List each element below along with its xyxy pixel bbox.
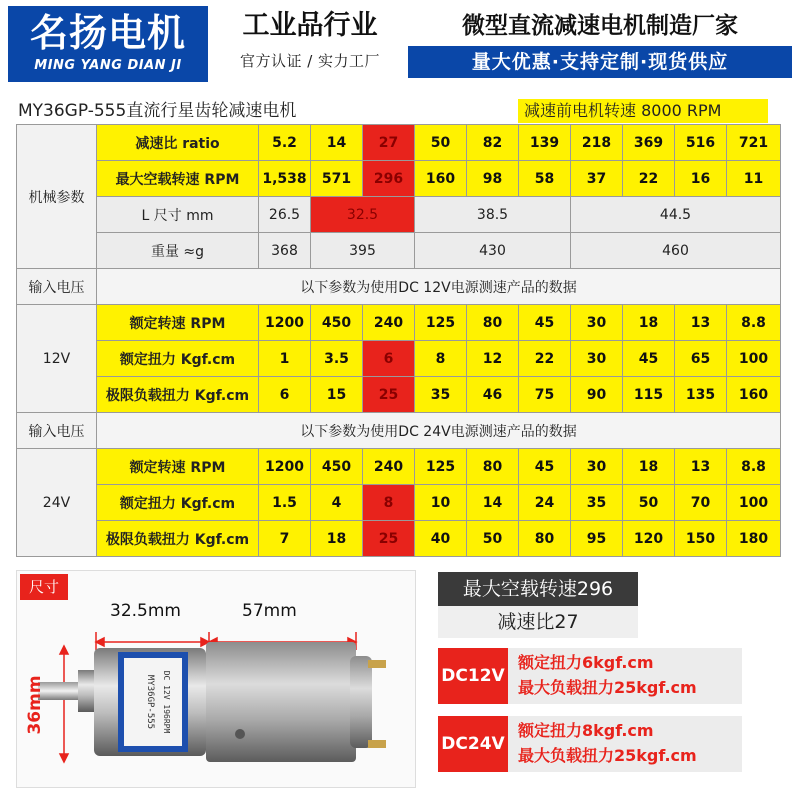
noload-cell: 98 — [467, 161, 519, 197]
rpm-before-reduction: 减速前电机转速 8000 RPM — [518, 99, 768, 123]
rated-torque-cell: 35 — [571, 485, 623, 521]
rated-speed-cell: 8.8 — [727, 449, 781, 485]
table-row-rated-torque-12 — [17, 341, 781, 377]
table-row-rated-speed-24 — [17, 449, 781, 485]
rated-speed-cell: 30 — [571, 305, 623, 341]
max-torque-cell: 160 — [727, 377, 781, 413]
max-torque-cell: 40 — [415, 521, 467, 557]
max-torque-cell: 135 — [675, 377, 727, 413]
terminal-top — [368, 660, 386, 668]
label-spec-text: DC 12V 196RPM — [162, 670, 171, 734]
max-torque-label: 极限负载扭力 Kgf.cm — [97, 377, 259, 413]
rated-speed-cell: 125 — [415, 449, 467, 485]
max-torque-cell: 80 — [519, 521, 571, 557]
rated-speed-label: 额定转速 RPM — [97, 305, 259, 341]
length-label: L 尺寸 mm — [97, 197, 259, 233]
dc24-tag: DC24V — [438, 716, 508, 772]
diameter-label: 36mm — [25, 675, 45, 735]
rated-speed-cell: 13 — [675, 449, 727, 485]
max-torque-cell: 7 — [259, 521, 311, 557]
motor-length-label: 57mm — [242, 601, 297, 621]
length-cell: 44.5 — [571, 197, 781, 233]
note-24v: 以下参数为使用DC 24V电源测速产品的数据 — [97, 413, 781, 449]
header — [0, 0, 800, 86]
group-mech-label: 机械参数 — [17, 125, 97, 269]
rated-torque-cell: 1 — [259, 341, 311, 377]
maker-title: 微型直流减速电机制造厂家 — [462, 13, 738, 39]
rated-speed-cell: 1200 — [259, 305, 311, 341]
spec-table — [16, 124, 781, 557]
group-input-label-24: 输入电压 — [17, 413, 97, 449]
rated-speed-cell: 450 — [311, 449, 363, 485]
noload-label: 最大空载转速 RPM — [97, 161, 259, 197]
rated-torque-cell-highlight: 8 — [363, 485, 415, 521]
weight-cell: 430 — [415, 233, 571, 269]
max-torque-cell: 6 — [259, 377, 311, 413]
tagline-main: 工业品行业 — [242, 10, 378, 41]
rated-torque-cell: 12 — [467, 341, 519, 377]
ratio-cell: 14 — [311, 125, 363, 161]
table-row-rated-speed-12 — [17, 305, 781, 341]
weight-label: 重量 ≈g — [97, 233, 259, 269]
motor-illustration — [16, 570, 416, 788]
max-torque-cell: 150 — [675, 521, 727, 557]
noload-cell: 22 — [623, 161, 675, 197]
max-torque-cell: 90 — [571, 377, 623, 413]
rated-torque-cell: 22 — [519, 341, 571, 377]
rated-speed-cell: 30 — [571, 449, 623, 485]
rated-torque-cell: 100 — [727, 485, 781, 521]
ratio-summary: 减速比27 — [438, 606, 638, 638]
max-torque-cell: 46 — [467, 377, 519, 413]
rated-torque-label: 额定扭力 Kgf.cm — [97, 341, 259, 377]
table-row-note-24v — [17, 413, 781, 449]
noload-cell: 37 — [571, 161, 623, 197]
ratio-label: 减速比 ratio — [97, 125, 259, 161]
rated-torque-cell: 30 — [571, 341, 623, 377]
rated-speed-cell: 80 — [467, 449, 519, 485]
voltage-24v-label: 24V — [17, 449, 97, 557]
max-torque-cell: 50 — [467, 521, 519, 557]
rated-torque-cell: 3.5 — [311, 341, 363, 377]
length-cell: 26.5 — [259, 197, 311, 233]
max-torque-cell-highlight: 25 — [363, 521, 415, 557]
rated-torque-cell: 1.5 — [259, 485, 311, 521]
noload-cell: 11 — [727, 161, 781, 197]
ratio-cell: 721 — [727, 125, 781, 161]
rated-torque-cell: 45 — [623, 341, 675, 377]
rated-torque-cell: 4 — [311, 485, 363, 521]
noload-cell: 571 — [311, 161, 363, 197]
dc24-summary — [438, 716, 742, 772]
rated-speed-cell: 13 — [675, 305, 727, 341]
ratio-cell: 139 — [519, 125, 571, 161]
max-torque-cell: 18 — [311, 521, 363, 557]
ratio-cell: 218 — [571, 125, 623, 161]
table-row-ratio — [17, 125, 781, 161]
noload-cell: 16 — [675, 161, 727, 197]
rated-speed-cell: 1200 — [259, 449, 311, 485]
rated-speed-cell: 125 — [415, 305, 467, 341]
weight-cell: 368 — [259, 233, 311, 269]
rated-torque-cell: 100 — [727, 341, 781, 377]
table-row-length — [17, 197, 781, 233]
rated-speed-cell: 240 — [363, 305, 415, 341]
rated-torque-cell: 70 — [675, 485, 727, 521]
brand-name-en: MING YANG DIAN JI — [34, 58, 182, 73]
rated-speed-cell: 450 — [311, 305, 363, 341]
rated-speed-cell: 45 — [519, 449, 571, 485]
note-12v: 以下参数为使用DC 12V电源测速产品的数据 — [97, 269, 781, 305]
table-row-note-12v — [17, 269, 781, 305]
motor-body — [206, 642, 356, 762]
ratio-cell: 516 — [675, 125, 727, 161]
dimension-tag: 尺寸 — [20, 574, 68, 600]
noload-summary: 最大空载转速296 — [438, 572, 638, 606]
rated-speed-cell: 8.8 — [727, 305, 781, 341]
dc24-max-torque: 最大负载扭力25kgf.cm — [518, 746, 697, 765]
table-row-noload — [17, 161, 781, 197]
dc12-tag: DC12V — [438, 648, 508, 704]
max-torque-cell: 120 — [623, 521, 675, 557]
rated-speed-cell: 18 — [623, 305, 675, 341]
max-torque-cell: 115 — [623, 377, 675, 413]
table-row-rated-torque-24 — [17, 485, 781, 521]
ratio-cell: 5.2 — [259, 125, 311, 161]
voltage-12v-label: 12V — [17, 305, 97, 413]
table-row-max-torque-24 — [17, 521, 781, 557]
label-model-text: MY36GP-555 — [145, 674, 155, 730]
noload-cell: 1,538 — [259, 161, 311, 197]
rated-torque-cell: 10 — [415, 485, 467, 521]
dc24-rated-torque: 额定扭力8kgf.cm — [518, 721, 654, 740]
rated-speed-cell: 45 — [519, 305, 571, 341]
terminal-bottom — [368, 740, 386, 748]
rated-torque-cell: 8 — [415, 341, 467, 377]
rated-torque-cell: 24 — [519, 485, 571, 521]
length-cell-highlight: 32.5 — [311, 197, 415, 233]
rated-speed-label: 额定转速 RPM — [97, 449, 259, 485]
max-torque-cell: 75 — [519, 377, 571, 413]
rated-speed-cell: 18 — [623, 449, 675, 485]
model-title: MY36GP-555直流行星齿轮减速电机 — [18, 101, 297, 121]
table-row-weight — [17, 233, 781, 269]
rated-speed-cell: 240 — [363, 449, 415, 485]
noload-cell: 58 — [519, 161, 571, 197]
group-input-label-12: 输入电压 — [17, 269, 97, 305]
table-row-max-torque-12 — [17, 377, 781, 413]
tagline-sub: 官方认证 / 实力工厂 — [239, 52, 381, 70]
gear-length-label: 32.5mm — [110, 601, 181, 621]
promo-banner: 量大优惠·支持定制·现货供应 — [408, 46, 792, 78]
weight-cell: 460 — [571, 233, 781, 269]
ratio-cell: 369 — [623, 125, 675, 161]
dc12-summary — [438, 648, 742, 704]
noload-cell-highlight: 296 — [363, 161, 415, 197]
dc12-max-torque: 最大负载扭力25kgf.cm — [518, 678, 697, 697]
noload-cell: 160 — [415, 161, 467, 197]
dc12-rated-torque: 额定扭力6kgf.cm — [518, 653, 654, 672]
rated-torque-cell: 50 — [623, 485, 675, 521]
length-cell: 38.5 — [415, 197, 571, 233]
max-torque-cell-highlight: 25 — [363, 377, 415, 413]
max-torque-cell: 35 — [415, 377, 467, 413]
weight-cell: 395 — [311, 233, 415, 269]
max-torque-cell: 180 — [727, 521, 781, 557]
rated-torque-cell-highlight: 6 — [363, 341, 415, 377]
rated-torque-cell: 65 — [675, 341, 727, 377]
ratio-cell-highlight: 27 — [363, 125, 415, 161]
rated-torque-cell: 14 — [467, 485, 519, 521]
ratio-cell: 50 — [415, 125, 467, 161]
ratio-cell: 82 — [467, 125, 519, 161]
max-torque-cell: 15 — [311, 377, 363, 413]
max-torque-cell: 95 — [571, 521, 623, 557]
brand-name-cn: 名扬电机 — [29, 11, 186, 55]
rated-speed-cell: 80 — [467, 305, 519, 341]
brand-logo — [8, 6, 208, 82]
max-torque-label: 极限负载扭力 Kgf.cm — [97, 521, 259, 557]
rated-torque-label: 额定扭力 Kgf.cm — [97, 485, 259, 521]
